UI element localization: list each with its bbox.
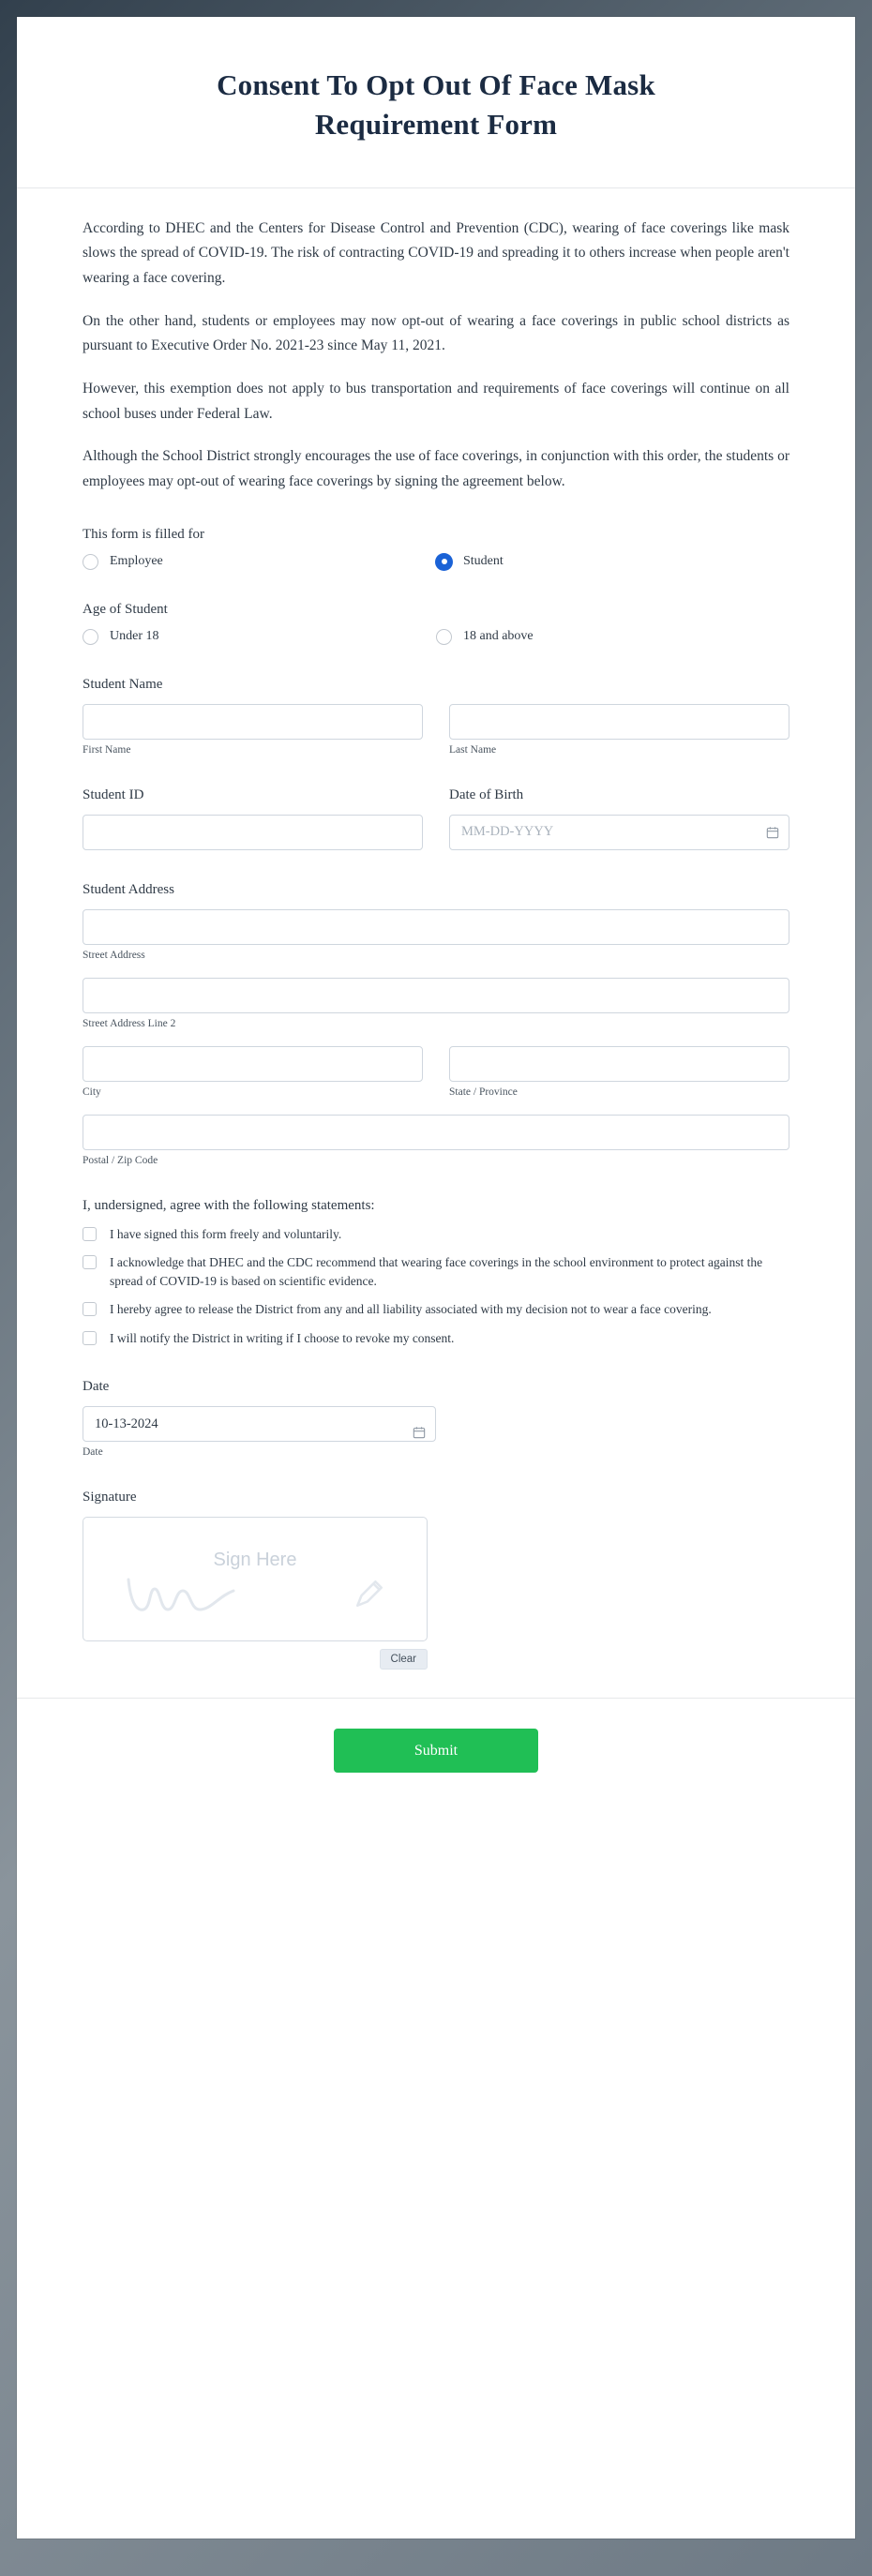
field-date [83,1379,789,1458]
radio-circle-student[interactable] [436,554,452,570]
age-radio-group [83,629,789,645]
pen-icon [353,1578,385,1614]
last-name-input[interactable] [449,704,789,740]
postal-group [83,1115,789,1166]
student-name-label: Student Name [83,676,163,692]
agreement-item-2[interactable] [83,1253,789,1290]
city-state-row [83,1046,789,1098]
form-body [17,188,855,1699]
postal-zip-input[interactable] [83,1115,789,1150]
intro-paragraph-4: Although the School District strongly encourages the use of face coverings, in conjunction with this order, the students or employees may opt-out of wearing face coverings by signing the agreement below. [83,448,789,489]
student-last-name-group [449,704,789,756]
form-page [17,17,855,2539]
agreement-label-4: I will notify the District in writing if I choose to revoke my consent. [110,1330,455,1345]
state-province-caption: State / Province [449,1086,518,1098]
street-address-2-group [83,978,789,1029]
radio-option-employee[interactable] [83,554,436,570]
radio-circle-under-18[interactable] [83,629,98,645]
agreement-item-1[interactable] [83,1225,789,1244]
radio-label-18-and-above: 18 and above [463,629,534,644]
agreement-label-2: I acknowledge that DHEC and the CDC recommend that wearing face coverings in the school environment to protect against the spread of COVID-19 is based on scientific evidence. [110,1255,763,1288]
field-student-address [83,882,789,1166]
city-group [83,1046,423,1098]
signature-placeholder: Sign Here [213,1550,297,1571]
form-header [17,17,855,188]
page-title: Consent To Opt Out Of Face Mask Requirement Form [217,68,655,141]
last-name-caption: Last Name [449,743,497,756]
checkbox-1[interactable] [83,1227,97,1241]
student-first-name-group [83,704,423,756]
agreement-label-3: I hereby agree to release the District from any and all liability associated with my decision not to wear a face covering. [110,1302,712,1317]
age-of-student-label: Age of Student [83,601,168,617]
first-name-caption: First Name [83,743,131,756]
student-address-label: Student Address [83,881,174,897]
radio-label-under-18: Under 18 [110,629,159,644]
student-id-input[interactable] [83,815,423,850]
street-address-input[interactable] [83,909,789,945]
student-id-group [83,815,423,850]
student-id-label: Student ID [83,786,144,802]
checkbox-2[interactable] [83,1255,97,1269]
field-student-name [83,677,789,756]
city-input[interactable] [83,1046,423,1082]
intro-paragraph-3: However, this exemption does not apply to bus transportation and requirements of face coverings will continue on all school buses under Federal Law. [83,380,789,422]
state-province-input[interactable] [449,1046,789,1082]
date-label: Date [83,1379,110,1395]
signature-clear-wrap [83,1649,428,1670]
field-signature [83,1490,789,1670]
student-name-row [83,704,789,756]
agreement-item-3[interactable] [83,1300,789,1319]
filled-for-radio-group [83,554,789,570]
checkbox-4[interactable] [83,1331,97,1345]
intro-paragraph-2: On the other hand, students or employees may now opt-out of wearing a face coverings in public school districts as pursuant to Executive Order No. 2021-23 since May 11, 2021. [83,312,789,354]
city-caption: City [83,1086,101,1098]
radio-circle-employee[interactable] [83,554,98,570]
street-address-2-input[interactable] [83,978,789,1013]
radio-label-student: Student [463,554,504,569]
id-dob-inputs-row [83,815,789,850]
signature-scribble-icon [121,1572,280,1620]
date-input[interactable] [83,1406,436,1442]
date-caption: Date [83,1446,103,1459]
date-of-birth-input[interactable] [449,815,789,850]
date-of-birth-group [449,815,789,850]
radio-option-under-18[interactable] [83,629,436,645]
radio-circle-18-and-above[interactable] [436,629,452,645]
agreement-label-1: I have signed this form freely and voluntarily. [110,1226,342,1241]
checkbox-3[interactable] [83,1302,97,1316]
street-address-caption: Street Address [83,949,145,961]
signature-pad[interactable] [83,1517,428,1641]
street-address-group [83,909,789,961]
id-dob-labels-row [83,787,789,815]
submit-button[interactable]: Submit [334,1729,538,1773]
date-input-group [83,1406,436,1458]
radio-option-student[interactable] [436,554,789,570]
intro-paragraph-1: According to DHEC and the Centers for Disease Control and Prevention (CDC), wearing of face coverings like mask slows the spread of COVID-19. The risk of contracting COVID-19 and spreading it to others increase when people aren't wearing a face covering. [83,219,789,286]
agreement-label: I, undersigned, agree with the following statements: [83,1197,375,1213]
field-filled-for [83,527,789,570]
clear-signature-button[interactable]: Clear [380,1649,428,1670]
postal-zip-caption: Postal / Zip Code [83,1154,158,1166]
field-id-and-dob [83,787,789,850]
signature-label: Signature [83,1490,137,1505]
radio-option-18-and-above[interactable] [436,629,789,645]
date-of-birth-label: Date of Birth [449,786,524,802]
first-name-input[interactable] [83,704,423,740]
state-group [449,1046,789,1098]
form-footer [17,1698,855,1805]
field-age-of-student [83,602,789,645]
field-agreement [83,1198,789,1348]
street-address-2-caption: Street Address Line 2 [83,1017,176,1029]
radio-label-employee: Employee [110,554,163,569]
filled-for-label: This form is filled for [83,526,204,542]
agreement-item-4[interactable] [83,1329,789,1348]
